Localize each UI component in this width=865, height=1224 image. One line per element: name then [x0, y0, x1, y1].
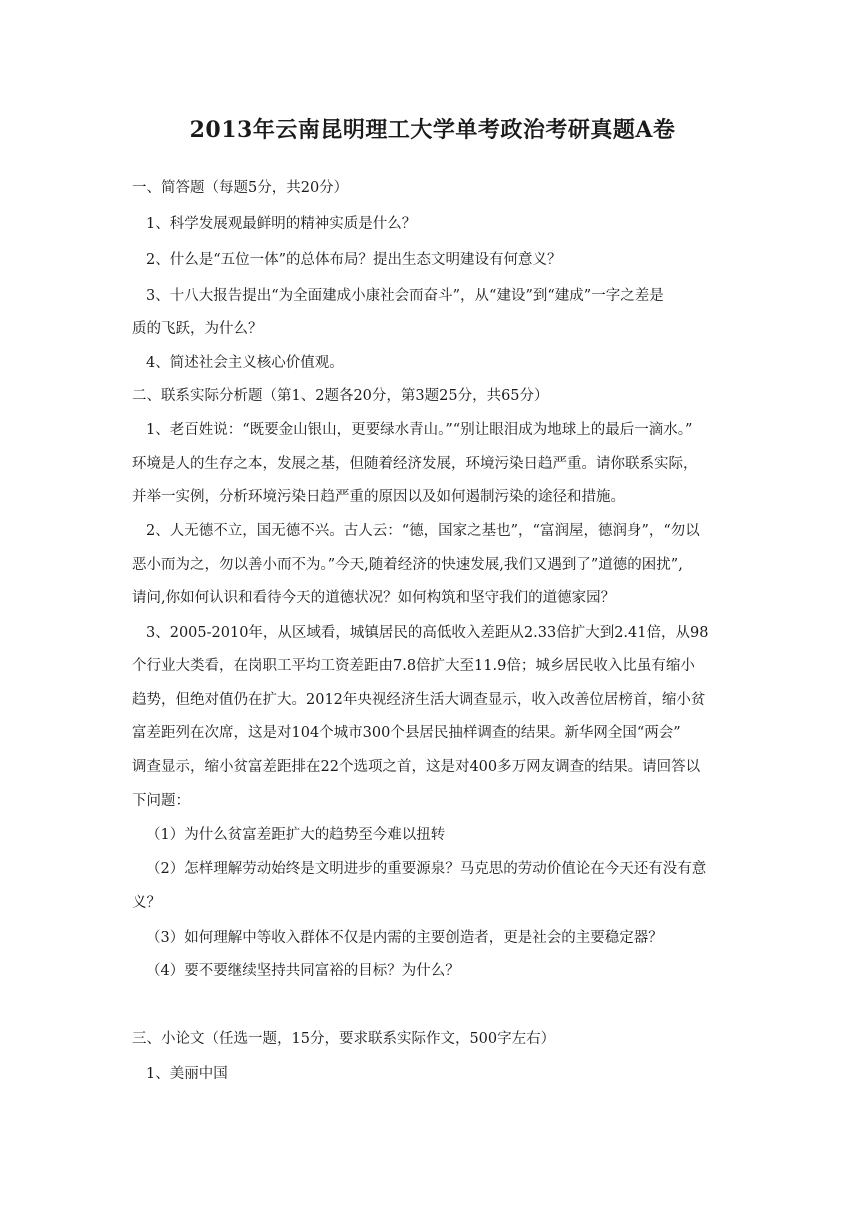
subquestion-4: （4）要不要继续坚持共同富裕的目标？为什么？: [146, 963, 460, 979]
subquestion-1: （1）为什么贫富差距扩大的趋势至今难以扭转: [146, 827, 446, 843]
subquestion-2-cont: 义？: [132, 895, 161, 911]
question-2-1: 1、老百姓说：“既要金山银山，更要绿水青山。”“别让眼泪成为地球上的最后一滴水。”: [146, 422, 693, 438]
question-2-3-cont-e: 下问题：: [132, 793, 190, 809]
question-2-3-cont-d: 调查显示，缩小贫富差距排在22个选项之首，这是对400多万网友调查的结果。请回答以: [132, 759, 701, 775]
question-2-2-cont-a: 恶小而为之，勿以善小而不为。”今天,随着经济的快速发展,我们又遇到了”道德的困扰”,: [132, 557, 683, 573]
section-2-heading: 二、联系实际分析题（第1、2题各20分，第3题25分，共65分）: [132, 388, 549, 404]
question-2-1-cont-b: 并举一实例，分析环境污染日趋严重的原因以及如何遏制污染的途径和措施。: [132, 489, 625, 505]
subquestion-2: （2）怎样理解劳动始终是文明进步的重要源泉？马克思的劳动价值论在今天还有没有意: [146, 861, 707, 877]
question-2-3-cont-a: 个行业大类看，在岗职工平均工资差距由7.8倍扩大至11.9倍；城乡居民收入比虽有缩小: [132, 658, 695, 674]
question-2-3-cont-c: 富差距列在次席，这是对104个城市300个县居民抽样调查的结果。新华网全国“两会”: [132, 725, 681, 741]
question-1-1: 1、科学发展观最鲜明的精神实质是什么？: [146, 216, 417, 232]
question-2-2: 2、人无德不立，国无德不兴。古人云：“德，国家之基也”，“富润屋，德润身”，“勿以: [146, 523, 700, 539]
subquestion-3: （3）如何理解中等收入群体不仅是内需的主要创造者，更是社会的主要稳定器？: [146, 930, 663, 946]
question-1-2: 2、什么是“五位一体”的总体布局？提出生态文明建设有何意义？: [146, 252, 562, 268]
question-2-1-cont-a: 环境是人的生存之本，发展之基，但随着经济发展，环境污染日趋严重。请你联系实际，: [132, 456, 698, 472]
question-1-3: 3、十八大报告提出“为全面建成小康社会而奋斗”，从“建设”到“建成”一字之差是: [146, 288, 664, 304]
page-title: 2013年云南昆明理工大学单考政治考研真题A卷: [189, 117, 676, 143]
question-2-2-cont-b: 请问,你如何认识和看待今天的道德状况？如何构筑和坚守我们的道德家园？: [132, 590, 616, 606]
essay-topic-1: 1、美丽中国: [146, 1066, 228, 1082]
question-1-3-cont: 质的飞跃，为什么？: [132, 321, 263, 337]
question-2-3: 3、2005-2010年，从区域看，城镇居民的高低收入差距从2.33倍扩大到2.41倍，从98: [146, 625, 709, 641]
question-2-3-cont-b: 趋势，但绝对值仍在扩大。2012年央视经济生活大调查显示，收入改善位居榜首，缩小贫: [132, 692, 706, 708]
section-1-heading: 一、简答题（每题5分，共20分）: [132, 180, 349, 196]
section-3-heading: 三、小论文（任选一题，15分，要求联系实际作文，500字左右）: [132, 1031, 556, 1047]
question-1-4: 4、简述社会主义核心价值观。: [146, 355, 344, 371]
